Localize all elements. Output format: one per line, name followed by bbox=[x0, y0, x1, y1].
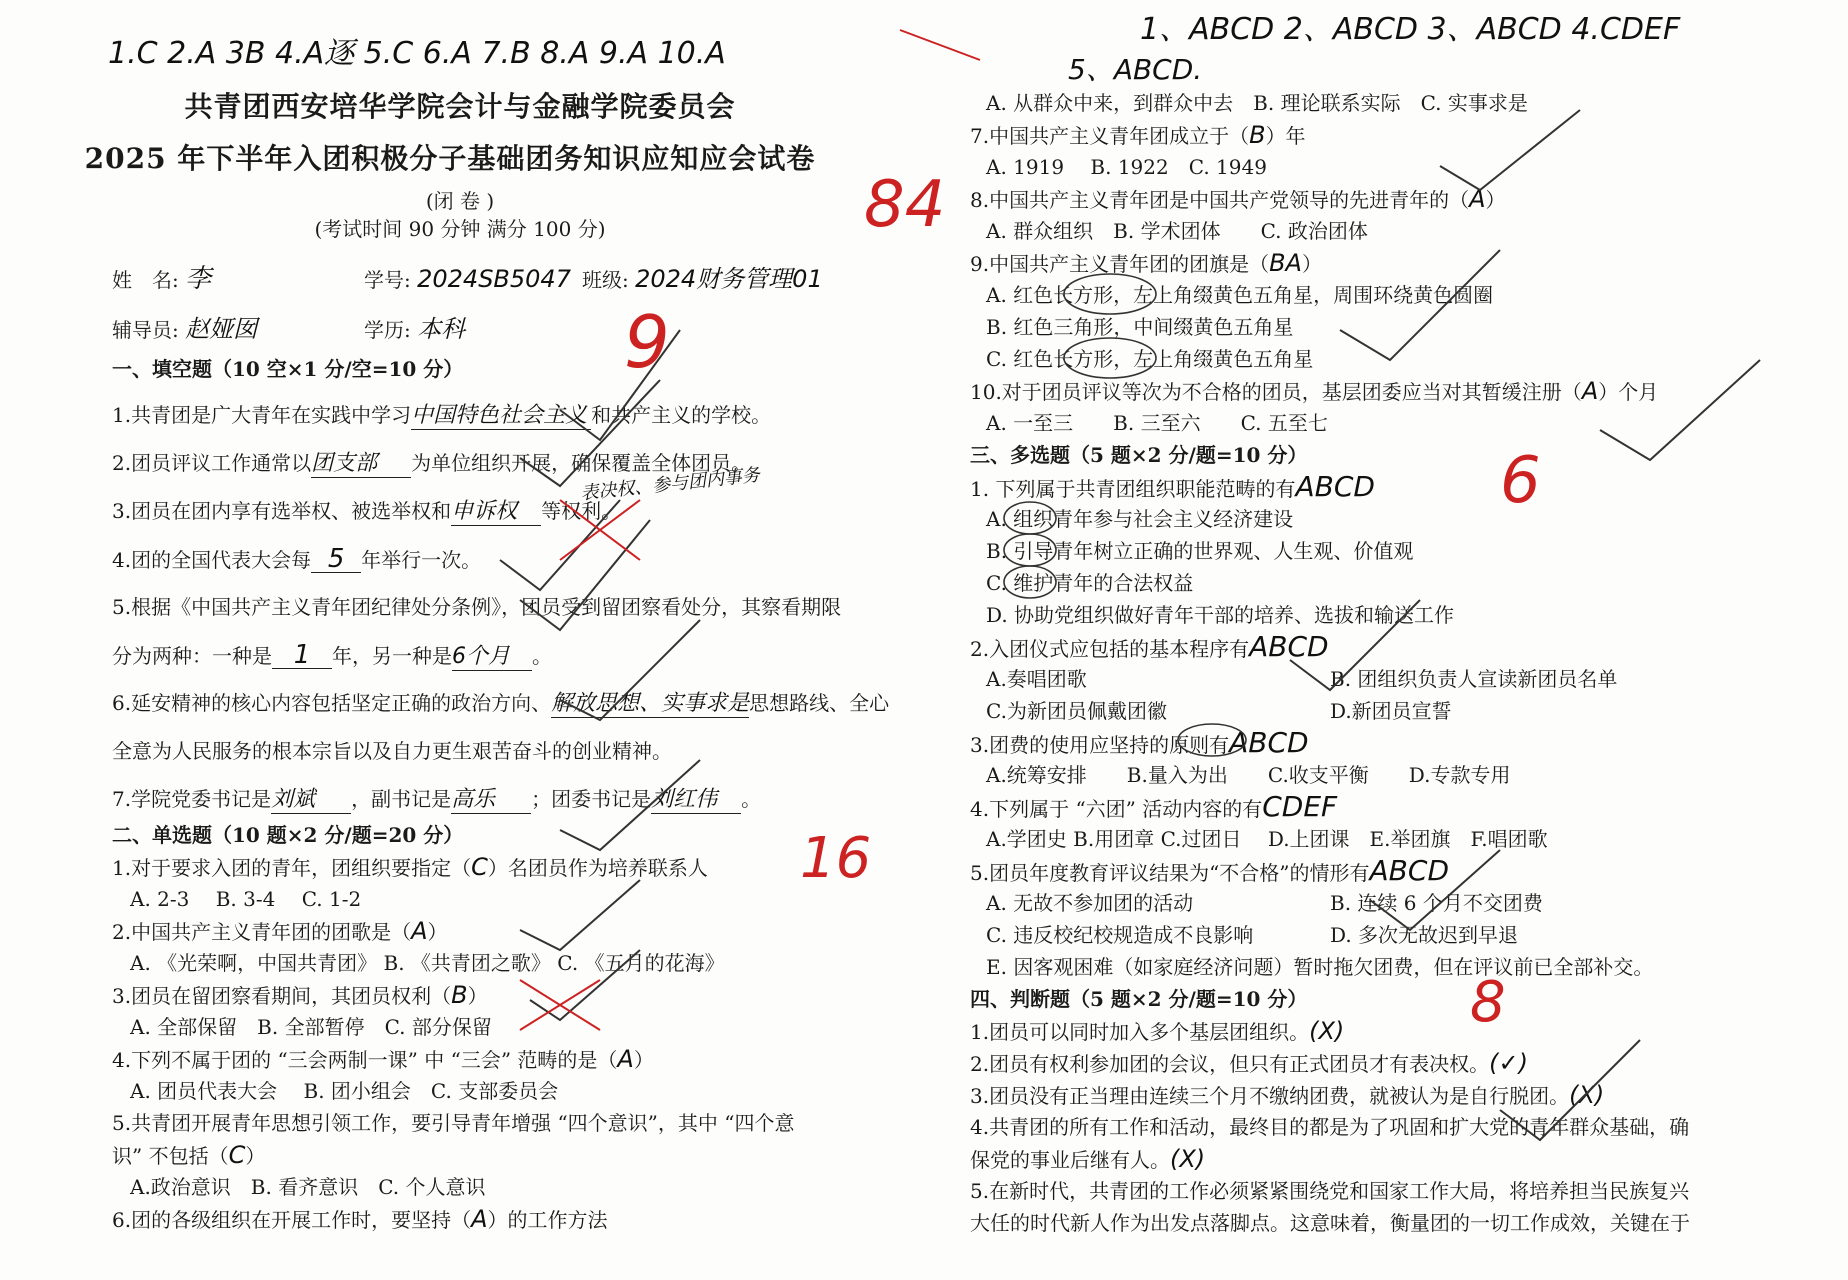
student-class-label: 班级: bbox=[582, 268, 629, 292]
student-name-value: 李 bbox=[185, 264, 212, 294]
single-q6-options: A. 从群众中来，到群众中去 B. 理论联系实际 C. 实事求是 bbox=[986, 91, 1528, 115]
fill-q5-answer2: 6个月 bbox=[452, 644, 532, 671]
single-q8: 8.中国共产主义青年团是中国共产党领导的先进青年的（A） bbox=[970, 185, 1506, 213]
judge-q4-line2: 保党的事业后继有人。(X) bbox=[970, 1145, 1206, 1173]
single-q9-option-b: B. 红色三角形，中间缀黄色五角星 bbox=[986, 315, 1294, 339]
judge-q2: 2.团员有权利参加团的会议，但只有正式团员才有表决权。(✓) bbox=[970, 1049, 1528, 1077]
multi-q2-option-a: A.奏唱团歌 bbox=[986, 667, 1087, 691]
fill-q3: 3.团员在团内享有选举权、被选举权和申诉权 等权利。 bbox=[112, 499, 622, 524]
section4-heading: 四、判断题（5 题×2 分/题=10 分） bbox=[970, 987, 1308, 1011]
multi-q1: 1. 下列属于共青团组织职能范畴的有ABCD bbox=[970, 470, 1375, 503]
single-q4: 4.下列不属于团的 “三会两制一课” 中 “三会” 范畴的是（A） bbox=[112, 1045, 654, 1073]
fill-q6-answer: 解放思想、实事求是 bbox=[551, 691, 750, 716]
multi-q5-option-a: A. 无故不参加团的活动 bbox=[986, 891, 1194, 915]
single-q1-options: A. 2-3 B. 3-4 C. 1-2 bbox=[130, 887, 362, 911]
section3-heading: 三、多选题（5 题×2 分/题=10 分） bbox=[970, 443, 1308, 467]
single-q3-options: A. 全部保留 B. 全部暂停 C. 部分保留 bbox=[130, 1015, 492, 1039]
single-q8-options: A. 群众组织 B. 学术团体 C. 政治团体 bbox=[986, 219, 1368, 243]
multi-choice-answer-summary-1: 1、ABCD 2、ABCD 3、ABCD 4.CDEF bbox=[1140, 12, 1681, 47]
degree-label: 学历: bbox=[364, 318, 411, 342]
closed-book-label: (闭 卷 ) bbox=[425, 189, 495, 213]
section3-score: 6 bbox=[1500, 444, 1541, 518]
student-name-label: 姓 名: bbox=[112, 268, 179, 292]
fill-q3-answer: 申诉权 bbox=[451, 499, 541, 526]
multi-choice-answer-summary-2: 5、ABCD. bbox=[1068, 53, 1203, 86]
section1-heading: 一、填空题（10 空×1 分/空=10 分） bbox=[112, 357, 464, 381]
multi-q1-option-b: B. 引导青年树立正确的世界观、人生观、价值观 bbox=[986, 539, 1414, 563]
judge-q5-line2: 大任的时代新人作为出发点落脚点。这意味着，衡量团的一切工作成效，关键在于 bbox=[970, 1211, 1690, 1235]
single-q7-options: A. 1919 B. 1922 C. 1949 bbox=[986, 155, 1267, 179]
multi-q2: 2.入团仪式应包括的基本程序有ABCD bbox=[970, 630, 1329, 663]
fill-q7: 7.学院党委书记是刘斌 ，副书记是高乐 ；团委书记是刘红伟 。 bbox=[112, 787, 762, 812]
single-q4-options: A. 团员代表大会 B. 团小组会 C. 支部委员会 bbox=[130, 1079, 559, 1103]
fill-q6-line2: 全意为人民服务的根本宗旨以及自力更生艰苦奋斗的创业精神。 bbox=[112, 739, 672, 763]
multi-q5-option-d: D. 多次无故迟到早退 bbox=[1330, 923, 1519, 947]
total-score: 84 bbox=[864, 168, 946, 242]
multi-q2-option-c: C.为新团员佩戴团徽 bbox=[986, 699, 1167, 723]
single-q5-line2: 识” 不包括（C） bbox=[112, 1141, 266, 1169]
fill-q3-note: 表决权、参与团内事务 bbox=[579, 464, 761, 505]
single-q7: 7.中国共产主义青年团成立于（B）年 bbox=[970, 121, 1306, 149]
multi-q1-option-a: A. 组织青年参与社会主义经济建设 bbox=[986, 507, 1294, 531]
fill-q5-line2: 分为两种：一种是 1 年，另一种是6个月 。 bbox=[112, 640, 552, 670]
degree-row bbox=[364, 316, 465, 343]
multi-q4: 4.下列属于 “六团” 活动内容的有CDEF bbox=[970, 790, 1338, 823]
single-q5-line1: 5.共青团开展青年思想引领工作，要引导青年增强 “四个意识”，其中 “四个意 bbox=[112, 1111, 795, 1135]
multi-q2-option-b: B. 团组织负责人宣读新团员名单 bbox=[1330, 667, 1618, 691]
section4-score: 8 bbox=[1470, 970, 1506, 1035]
fill-q2: 2.团员评议工作通常以团支部 为单位组织开展，确保覆盖全体团员。 bbox=[112, 451, 752, 476]
fill-q6-line1: 6.延安精神的核心内容包括坚定正确的政治方向、解放思想、实事求是思想路线、全心 bbox=[112, 691, 890, 716]
multi-q3-options: A.统筹安排 B.量入为出 C.收支平衡 D.专款专用 bbox=[986, 763, 1511, 787]
fill-q5-answer1: 1 bbox=[272, 642, 332, 669]
fill-q7-answer1: 刘斌 bbox=[271, 787, 351, 814]
multi-q2-option-d: D.新团员宣誓 bbox=[1330, 699, 1452, 723]
paper-title-line1: 共青团西安培华学院会计与金融学院委员会 bbox=[184, 90, 736, 123]
section2-heading: 二、单选题（10 题×2 分/题=20 分） bbox=[112, 823, 464, 847]
fill-q7-answer3: 刘红伟 bbox=[651, 787, 741, 814]
single-q5-options: A.政治意识 B. 看齐意识 C. 个人意识 bbox=[130, 1175, 486, 1199]
single-q2-options: A. 《光荣啊，中国共青团》 B. 《共青团之歌》 C. 《五月的花海》 bbox=[130, 951, 725, 975]
student-id-label: 学号: bbox=[364, 268, 411, 292]
single-q2: 2.中国共产主义青年团的团歌是（A） bbox=[112, 917, 448, 945]
judge-q4-line1: 4.共青团的所有工作和活动，最终目的都是为了巩固和扩大党的青年群众基础，确 bbox=[970, 1115, 1690, 1139]
section2-score: 16 bbox=[800, 826, 872, 891]
single-q3: 3.团员在留团察看期间，其团员权利（B） bbox=[112, 981, 488, 1009]
degree-value: 本科 bbox=[417, 315, 466, 343]
multi-q1-option-c: C. 维护青年的合法权益 bbox=[986, 571, 1194, 595]
multi-q5: 5.团员年度教育评议结果为“不合格”的情形有ABCD bbox=[970, 854, 1450, 887]
multi-q4-options: A.学团史 B.用团章 C.过团日 D.上团课 E.举团旗 F.唱团歌 bbox=[986, 827, 1548, 851]
judge-q3: 3.团员没有正当理由连续三个月不缴纳团费，就被认为是自行脱团。(X) bbox=[970, 1081, 1605, 1109]
judge-q5-line1: 5.在新时代，共青团的工作必须紧紧围绕党和国家工作大局，将培养担当民族复兴 bbox=[970, 1179, 1690, 1203]
single-q9: 9.中国共产主义青年团的团旗是（BA） bbox=[970, 249, 1322, 277]
counselor-row bbox=[112, 316, 257, 343]
section1-score: 9 bbox=[624, 300, 670, 384]
student-class-row bbox=[582, 266, 823, 293]
fill-q7-answer2: 高乐 bbox=[451, 787, 531, 814]
multi-q1-option-d: D. 协助党组织做好青年干部的培养、选拔和输送工作 bbox=[986, 603, 1455, 627]
student-id-row bbox=[364, 266, 571, 293]
fill-q4: 4.团的全国代表大会每 5 年举行一次。 bbox=[112, 544, 482, 574]
single-q6: 6.团的各级组织在开展工作时，要坚持（A）的工作方法 bbox=[112, 1205, 608, 1233]
right-column bbox=[940, 0, 1848, 1280]
fill-q4-answer: 5 bbox=[311, 546, 361, 573]
single-choice-answer-summary: 1.C 2.A 3B 4.A逐 5.C 6.A 7.B 8.A 9.A 10.A bbox=[108, 36, 726, 71]
student-id-value: 2024SB5047 bbox=[417, 265, 571, 293]
judge-q1: 1.团员可以同时加入多个基层团组织。(X) bbox=[970, 1017, 1345, 1045]
single-q9-option-c: C. 红色长方形，左上角缀黄色五角星 bbox=[986, 347, 1314, 371]
counselor-label: 辅导员: bbox=[112, 318, 179, 342]
fill-q2-answer: 团支部 bbox=[311, 451, 411, 478]
single-q10-options: A. 一至三 B. 三至六 C. 五至七 bbox=[986, 411, 1328, 435]
exam-info: (考试时间 90 分钟 满分 100 分) bbox=[314, 217, 606, 241]
multi-q5-option-b: B. 连续 6 个月不交团费 bbox=[1330, 891, 1543, 915]
multi-q5-option-c: C. 违反校纪校规造成不良影响 bbox=[986, 923, 1254, 947]
multi-q5-option-e: E. 因客观困难（如家庭经济问题）暂时拖欠团费，但在评议前已全部补交。 bbox=[986, 955, 1654, 979]
fill-q1-answer: 中国特色社会主义 bbox=[411, 403, 591, 430]
counselor-value: 赵娅囡 bbox=[185, 315, 258, 343]
paper-title-line2: 2025 年下半年入团积极分子基础团务知识应知应会试卷 bbox=[84, 142, 816, 175]
single-q1: 1.对于要求入团的青年，团组织要指定（C）名团员作为培养联系人 bbox=[112, 853, 708, 881]
student-name-row bbox=[112, 266, 211, 293]
multi-q3: 3.团费的使用应坚持的原则有ABCD bbox=[970, 726, 1309, 759]
student-class-value: 2024财务管理01 bbox=[635, 265, 823, 293]
fill-q5-line1: 5.根据《中国共产主义青年团纪律处分条例》，团员受到留团察看处分，其察看期限 bbox=[112, 595, 842, 619]
single-q9-option-a: A. 红色长方形，左上角缀黄色五角星，周围环绕黄色圆圈 bbox=[986, 283, 1494, 307]
single-q10: 10.对于团员评议等次为不合格的团员，基层团委应当对其暂缓注册（A）个月 bbox=[970, 377, 1659, 405]
fill-q1: 1.共青团是广大青年在实践中学习中国特色社会主义 和共产主义的学校。 bbox=[112, 403, 772, 428]
